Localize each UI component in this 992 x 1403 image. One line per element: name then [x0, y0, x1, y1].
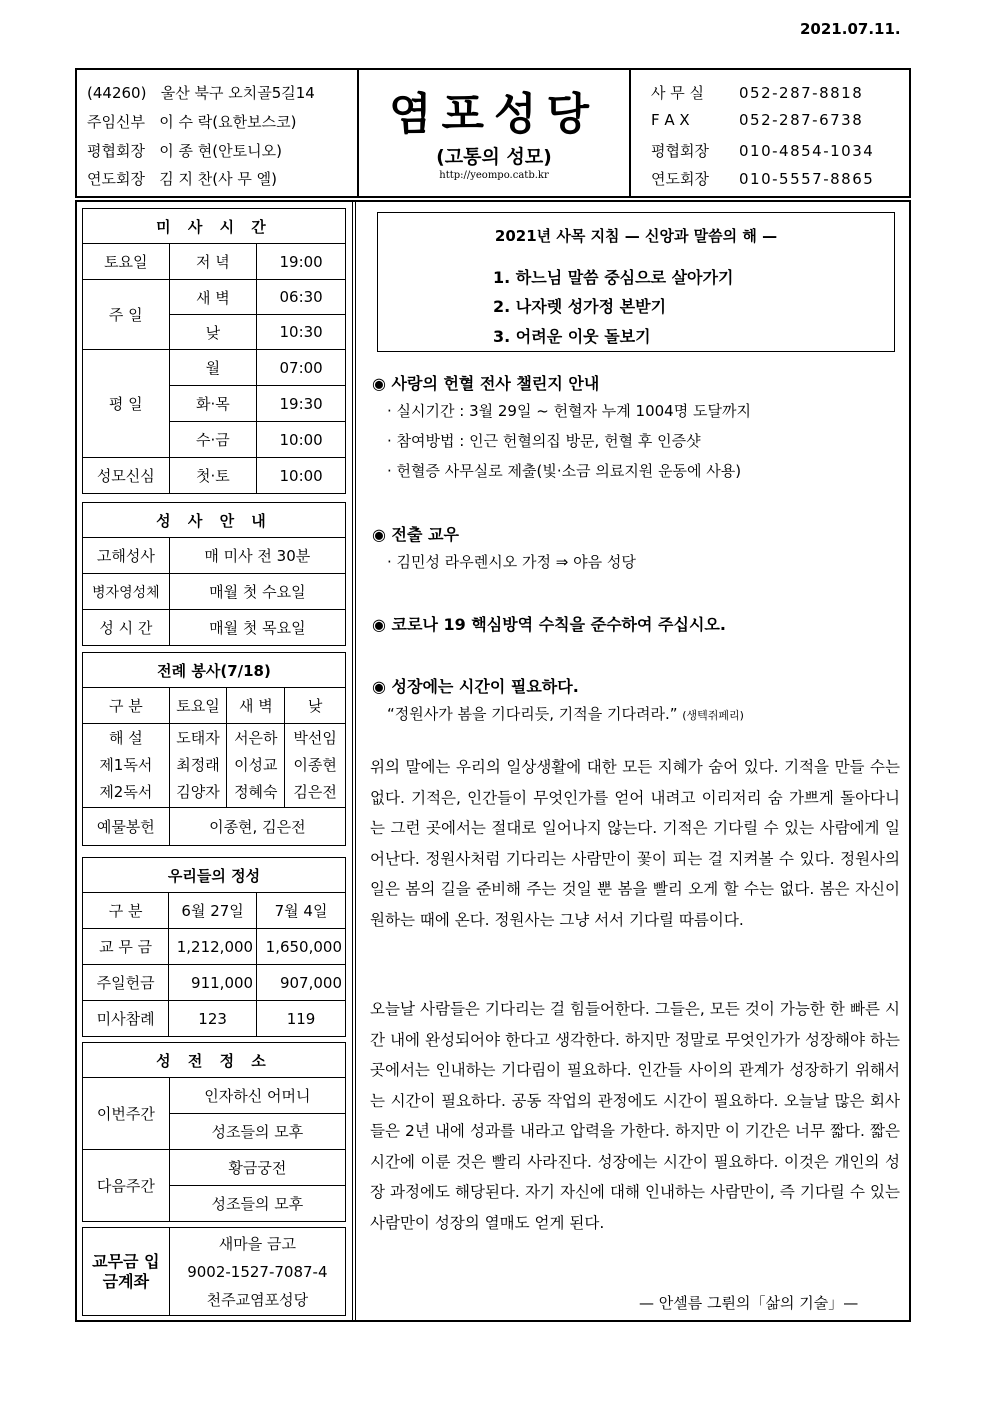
council-phone-label: 평협회장: [651, 142, 709, 160]
role-commentator: 해 설: [108, 729, 143, 747]
saturday-time: 19:00: [257, 244, 346, 280]
attendance-label: 미사참례: [83, 1001, 169, 1037]
finance-header-week2: 7월 4일: [257, 893, 346, 929]
table-cell: 123: [169, 1001, 257, 1037]
bulletin-body: [75, 200, 911, 1322]
finance-title: 우리들의 정성: [83, 858, 346, 893]
guide-item-3: 3. 어려운 이웃 돌보기: [493, 327, 651, 346]
table-cell: 인자하신 어머니: [169, 1078, 345, 1114]
finance-table: [82, 857, 346, 1037]
liturgy-header-sat: 토요일: [169, 688, 227, 724]
growth-heading: ◉ 성장에는 시간이 필요하다.: [372, 677, 579, 696]
fax-number: 052-287-6738: [739, 111, 864, 129]
book-credit: — 안셀름 그륀의「삶의 기술」—: [639, 1294, 859, 1312]
offering-value: 이종현, 김은전: [169, 808, 345, 846]
cleaning-table: [82, 1042, 346, 1222]
tue-thu-time: 19:30: [257, 386, 346, 422]
church-subtitle: (고통의 성모): [436, 146, 552, 168]
monday-label: 월: [169, 350, 257, 386]
account-number: 9002-1527-7087-4: [187, 1262, 328, 1281]
sacraments-title: 성 사 안 내: [83, 503, 346, 538]
table-cell: 1,650,000: [257, 929, 346, 965]
pastoral-guide-title: 2021년 사목 지침 — 신앙과 말씀의 해 —: [494, 227, 778, 245]
table-cell: 김은전: [293, 783, 337, 801]
blood-donation-heading: ◉ 사랑의 헌혈 전사 챌린지 안내: [372, 374, 600, 393]
memorial-name: 김 지 찬(사 무 엘): [159, 170, 277, 188]
table-cell: 박선임: [293, 729, 337, 747]
pastor-label: 주임신부: [87, 113, 145, 131]
table-cell: 이종현: [293, 756, 337, 774]
wed-fri-time: 10:00: [257, 422, 346, 458]
blood-donation-submit: · 헌혈증 사무실로 제출(빛·소금 의료지원 운동에 사용): [387, 462, 742, 480]
transfer-item: · 김민성 라우렌시오 가정 ⇒ 야음 성당: [387, 553, 636, 571]
finance-header-week1: 6월 27일: [169, 893, 257, 929]
sunday-label: 주 일: [83, 280, 170, 350]
church-url[interactable]: http://yeompo.catb.kr: [439, 170, 549, 181]
table-cell: 정혜숙: [234, 783, 278, 801]
pastor-row: [87, 111, 296, 132]
table-cell: 도태자: [176, 729, 220, 747]
memorial-phone-row: [651, 168, 874, 189]
office-phone-row: [651, 82, 863, 103]
quote-source: (생텍쥐페리): [682, 709, 744, 722]
council-label: 평협회장: [87, 142, 145, 160]
next-week-label: 다음주간: [83, 1150, 170, 1222]
sunday-day-time: 10:30: [257, 315, 346, 350]
sick-communion-value: 매월 첫 수요일: [169, 574, 345, 610]
role-first-reading: 제1독서: [99, 756, 153, 774]
transfer-heading: ◉ 전출 교우: [372, 525, 459, 544]
this-week-label: 이번주간: [83, 1078, 170, 1150]
sunday-dawn-time: 06:30: [257, 280, 346, 315]
table-cell: 911,000: [169, 965, 257, 1001]
sunday-dawn-label: 새 벽: [169, 280, 257, 315]
liturgy-table: [82, 652, 346, 846]
office-label: 사 무 실: [651, 84, 705, 102]
role-second-reading: 제2독서: [99, 783, 153, 801]
confession-value: 매 미사 전 30분: [169, 538, 345, 574]
marian-day-label: 첫·토: [169, 458, 257, 494]
table-cell: 성조들의 모후: [169, 1114, 345, 1150]
table-cell: 서은하: [234, 729, 278, 747]
sacraments-table: [82, 502, 346, 646]
table-cell: 119: [257, 1001, 346, 1037]
cleaning-title: 성 전 정 소: [83, 1043, 346, 1078]
church-title-block: [359, 70, 631, 196]
parish-info: [77, 70, 359, 196]
address: 울산 북구 오치골5길14: [160, 84, 315, 102]
table-cell: 최정래: [176, 756, 220, 774]
account-label: 교무금 입금계좌: [83, 1228, 170, 1316]
holy-hour-value: 매월 첫 목요일: [169, 610, 345, 646]
guide-item-2: 2. 나자렛 성가정 본받기: [493, 297, 667, 316]
liturgy-title: 전례 봉사(7/18): [83, 653, 346, 688]
tue-thu-label: 화·목: [169, 386, 257, 422]
mass-times-title: 미 사 시 간: [83, 209, 346, 244]
bulletin-header: [75, 68, 911, 198]
covid-heading: ◉ 코로나 19 핵심방역 수칙을 준수하여 주십시오.: [372, 615, 726, 634]
fax-label: F A X: [651, 111, 690, 129]
liturgy-header-dawn: 새 벽: [227, 688, 285, 724]
memorial-phone: 010-5557-8865: [739, 170, 875, 188]
quote-text: “정원사가 봄을 기다리듯, 기적을 기다려라.”: [387, 705, 678, 723]
postal-code: (44260): [87, 84, 147, 102]
marian-time: 10:00: [257, 458, 346, 494]
paragraph-2: 오늘날 사람들은 기다리는 걸 힘들어한다. 그들은, 모든 것이 가능한 한 빠른 시간 내에 완성되어야 한다고 생각한다. 하지만 정말로 무엇인가가 성장해야 하는 곳에서는 인내하는 기다림이 필요하다. 인간들 사이의 관계가 성장하기 위해서는 시간이 필요하다. 공동 작업의 관정에도 시간이 필요하다. 오늘날 많은 회사들은 2년 내에 성과를 내라고 압력을 가한다. 하지만 이 기간은 너무 짧다. 짧은 시간에 이룬 것은 빨리 사라진다. 성장에는 시간이 필요하다. 이것은 개인의 성장 과정에도 해당된다. 자기 자신에 대해 인내하는 사람만이, 즉 기다릴 수 있는 사람만이 성장의 열매도 얻게 된다.: [370, 1000, 900, 1232]
confession-label: 고해성사: [83, 538, 170, 574]
table-cell: 907,000: [257, 965, 346, 1001]
council-phone: 010-4854-1034: [739, 142, 875, 160]
wed-fri-label: 수·금: [169, 422, 257, 458]
saturday-evening-label: 저 녁: [169, 244, 257, 280]
address-row: [87, 82, 315, 103]
pastoral-guide-box: [377, 212, 895, 352]
mass-times-table: [82, 208, 346, 494]
liturgy-roster: [83, 724, 346, 808]
pastor-name: 이 수 락(요한보스코): [159, 113, 297, 131]
saturday-label: 토요일: [83, 244, 170, 280]
contact-info: [631, 70, 909, 196]
issue-date: 2021.07.11.: [800, 20, 901, 38]
memorial-phone-label: 연도회장: [651, 170, 709, 188]
table-cell: 성조들의 모후: [169, 1186, 345, 1222]
weekday-label: 평 일: [83, 350, 170, 458]
sunday-offering-label: 주일헌금: [83, 965, 169, 1001]
holy-hour-label: 성 시 간: [83, 610, 170, 646]
church-name: 염포성당: [388, 89, 599, 140]
table-cell: 황금궁전: [169, 1150, 345, 1186]
table-cell: 김양자: [176, 783, 220, 801]
account-holder: 천주교염포성당: [206, 1290, 309, 1309]
council-row: [87, 140, 282, 161]
account-bank: 새마을 금고: [218, 1234, 296, 1253]
tithe-label: 교 무 금: [83, 929, 169, 965]
quote: [387, 703, 744, 724]
paragraph-1: 위의 말에는 우리의 일상생활에 대한 모든 지혜가 숨어 있다. 기적을 만들 수는 없다. 기적은, 인간들이 무엇인가를 얻어 내려고 이리저리 숨 가쁘게 돌아다니는 그런 곳에서는 절대로 일어나지 않는다. 기적은 기다릴 수 있는 사람에게 일어난다. 정원사처럼 기다리는 사람만이 꽃이 피는 걸 지켜볼 수 있다. 정원사의 일은 봄의 길을 준비해 주는 것일 뿐 봄을 빨리 오게 할 수는 없다. 봄은 자신이 원하는 때에 온다. 정원사는 그냥 서서 기다릴 따름이다.: [370, 758, 900, 929]
council-phone-row: [651, 140, 874, 161]
monday-time: 07:00: [257, 350, 346, 386]
guide-item-1: 1. 하느님 말씀 중심으로 살아가기: [493, 268, 734, 287]
blood-donation-method: · 참여방법 : 인근 헌혈의집 방문, 헌혈 후 인증샷: [387, 432, 701, 450]
marian-label: 성모신심: [83, 458, 170, 494]
column-divider: [352, 202, 356, 1320]
table-cell: 이성교: [234, 756, 278, 774]
finance-header-label: 구 분: [83, 893, 169, 929]
council-name: 이 종 현(안토니오): [159, 142, 282, 160]
account-table: [82, 1227, 346, 1316]
memorial-label: 연도회장: [87, 170, 145, 188]
fax-row: [651, 111, 863, 129]
office-phone: 052-287-8818: [739, 84, 864, 102]
sick-communion-label: 병자영성체: [83, 574, 170, 610]
offering-label: 예물봉헌: [83, 808, 170, 846]
liturgy-header-day: 낮: [285, 688, 346, 724]
blood-donation-period: · 실시기간 : 3월 29일 ~ 헌혈자 누계 1004명 도달까지: [387, 402, 751, 420]
table-cell: 1,212,000: [169, 929, 257, 965]
memorial-row: [87, 168, 277, 189]
liturgy-header-role: 구 분: [83, 688, 170, 724]
sunday-day-label: 낮: [169, 315, 257, 350]
